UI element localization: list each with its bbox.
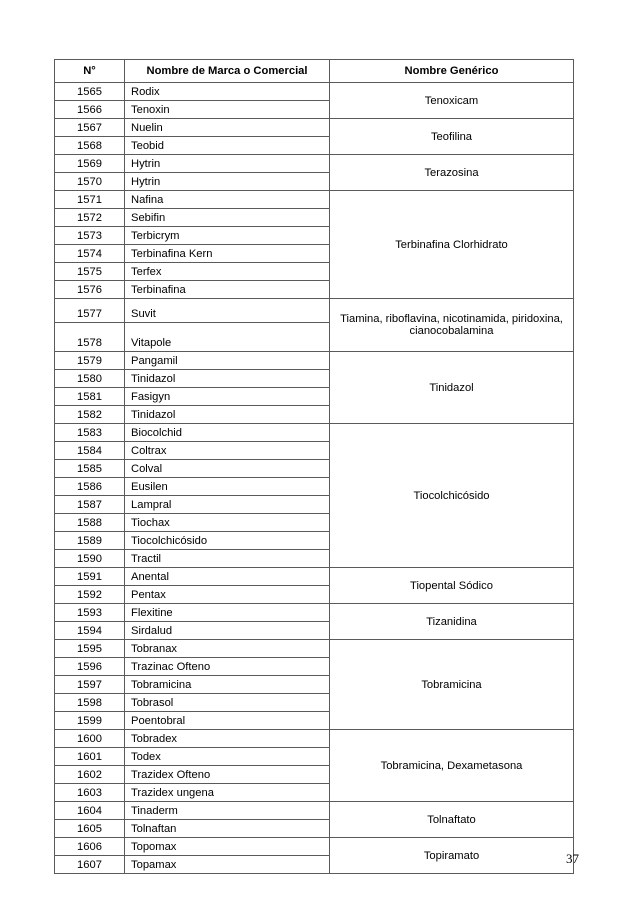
cell-generic: Terbinafina Clorhidrato	[330, 191, 574, 299]
table-row	[55, 604, 574, 622]
cell-brand: Fasigyn	[125, 388, 330, 406]
cell-number: 1586	[55, 478, 125, 496]
cell-brand: Vitapole	[125, 323, 330, 352]
cell-brand: Sebifin	[125, 209, 330, 227]
header-row	[55, 60, 574, 83]
cell-number: 1604	[55, 802, 125, 820]
cell-brand: Tobrasol	[125, 694, 330, 712]
cell-number: 1597	[55, 676, 125, 694]
table-row	[55, 568, 574, 586]
cell-number: 1600	[55, 730, 125, 748]
header-brand: Nombre de Marca o Comercial	[125, 60, 330, 83]
cell-number: 1581	[55, 388, 125, 406]
cell-brand: Poentobral	[125, 712, 330, 730]
cell-number: 1585	[55, 460, 125, 478]
cell-brand: Tolnaftan	[125, 820, 330, 838]
cell-brand: Tiocolchicósido	[125, 532, 330, 550]
cell-number: 1603	[55, 784, 125, 802]
cell-brand: Tiochax	[125, 514, 330, 532]
cell-brand: Trazidex Ofteno	[125, 766, 330, 784]
cell-brand: Pangamil	[125, 352, 330, 370]
cell-brand: Tinidazol	[125, 370, 330, 388]
cell-number: 1582	[55, 406, 125, 424]
cell-number: 1568	[55, 137, 125, 155]
cell-brand: Nuelin	[125, 119, 330, 137]
table-row	[55, 83, 574, 101]
cell-generic: Tinidazol	[330, 352, 574, 424]
table-row	[55, 191, 574, 209]
table-row	[55, 802, 574, 820]
table-row	[55, 640, 574, 658]
cell-brand: Terbinafina Kern	[125, 245, 330, 263]
cell-number: 1570	[55, 173, 125, 191]
cell-number: 1601	[55, 748, 125, 766]
cell-brand: Topamax	[125, 856, 330, 874]
cell-number: 1576	[55, 281, 125, 299]
table-row	[55, 155, 574, 173]
cell-number: 1596	[55, 658, 125, 676]
cell-brand: Tobramicina	[125, 676, 330, 694]
cell-number: 1577	[55, 299, 125, 323]
cell-brand: Biocolchid	[125, 424, 330, 442]
cell-brand: Suvit	[125, 299, 330, 323]
table-row	[55, 424, 574, 442]
cell-brand: Sirdalud	[125, 622, 330, 640]
cell-number: 1578	[55, 323, 125, 352]
cell-brand: Teobid	[125, 137, 330, 155]
cell-number: 1591	[55, 568, 125, 586]
cell-generic: Terazosina	[330, 155, 574, 191]
cell-brand: Terbinafina	[125, 281, 330, 299]
table-row	[55, 352, 574, 370]
cell-brand: Terbicrym	[125, 227, 330, 245]
cell-brand: Tobradex	[125, 730, 330, 748]
cell-generic: Topiramato	[330, 838, 574, 874]
cell-number: 1599	[55, 712, 125, 730]
cell-brand: Hytrin	[125, 173, 330, 191]
cell-number: 1587	[55, 496, 125, 514]
cell-number: 1566	[55, 101, 125, 119]
cell-number: 1589	[55, 532, 125, 550]
cell-number: 1579	[55, 352, 125, 370]
cell-number: 1588	[55, 514, 125, 532]
cell-brand: Tobranax	[125, 640, 330, 658]
cell-brand: Tinaderm	[125, 802, 330, 820]
cell-number: 1574	[55, 245, 125, 263]
cell-brand: Terfex	[125, 263, 330, 281]
cell-number: 1584	[55, 442, 125, 460]
header-generic: Nombre Genérico	[330, 60, 574, 83]
cell-generic: Tiopental Sódico	[330, 568, 574, 604]
cell-number: 1590	[55, 550, 125, 568]
cell-number: 1583	[55, 424, 125, 442]
cell-number: 1605	[55, 820, 125, 838]
cell-generic: Tolnaftato	[330, 802, 574, 838]
cell-number: 1565	[55, 83, 125, 101]
cell-number: 1580	[55, 370, 125, 388]
cell-brand: Trazidex ungena	[125, 784, 330, 802]
cell-brand: Eusilen	[125, 478, 330, 496]
cell-brand: Trazinac Ofteno	[125, 658, 330, 676]
cell-brand: Topomax	[125, 838, 330, 856]
cell-brand: Tenoxin	[125, 101, 330, 119]
cell-number: 1598	[55, 694, 125, 712]
cell-brand: Tinidazol	[125, 406, 330, 424]
table-row	[55, 838, 574, 856]
cell-brand: Colval	[125, 460, 330, 478]
table-row	[55, 730, 574, 748]
header-number: N°	[55, 60, 125, 83]
cell-number: 1606	[55, 838, 125, 856]
cell-brand: Coltrax	[125, 442, 330, 460]
cell-number: 1567	[55, 119, 125, 137]
table-row	[55, 299, 574, 323]
cell-number: 1572	[55, 209, 125, 227]
table-body	[55, 83, 574, 874]
cell-number: 1573	[55, 227, 125, 245]
table-header	[55, 60, 574, 83]
cell-number: 1607	[55, 856, 125, 874]
cell-generic: Tiamina, riboflavina, nicotinamida, piridoxina, cianocobalamina	[330, 299, 574, 352]
page-number: 37	[566, 851, 579, 866]
cell-brand: Tractil	[125, 550, 330, 568]
cell-number: 1593	[55, 604, 125, 622]
cell-number: 1595	[55, 640, 125, 658]
cell-generic: Tizanidina	[330, 604, 574, 640]
cell-generic: Tobramicina, Dexametasona	[330, 730, 574, 802]
cell-brand: Nafina	[125, 191, 330, 209]
cell-generic: Tobramicina	[330, 640, 574, 730]
cell-brand: Anental	[125, 568, 330, 586]
cell-number: 1575	[55, 263, 125, 281]
cell-brand: Lampral	[125, 496, 330, 514]
table-row	[55, 119, 574, 137]
cell-number: 1592	[55, 586, 125, 604]
cell-brand: Hytrin	[125, 155, 330, 173]
cell-generic: Tiocolchicósido	[330, 424, 574, 568]
drug-table	[54, 59, 574, 874]
cell-generic: Teofilina	[330, 119, 574, 155]
cell-brand: Pentax	[125, 586, 330, 604]
cell-generic: Tenoxicam	[330, 83, 574, 119]
cell-brand: Todex	[125, 748, 330, 766]
cell-number: 1602	[55, 766, 125, 784]
cell-brand: Rodix	[125, 83, 330, 101]
cell-number: 1569	[55, 155, 125, 173]
cell-number: 1594	[55, 622, 125, 640]
cell-brand: Flexitine	[125, 604, 330, 622]
cell-number: 1571	[55, 191, 125, 209]
